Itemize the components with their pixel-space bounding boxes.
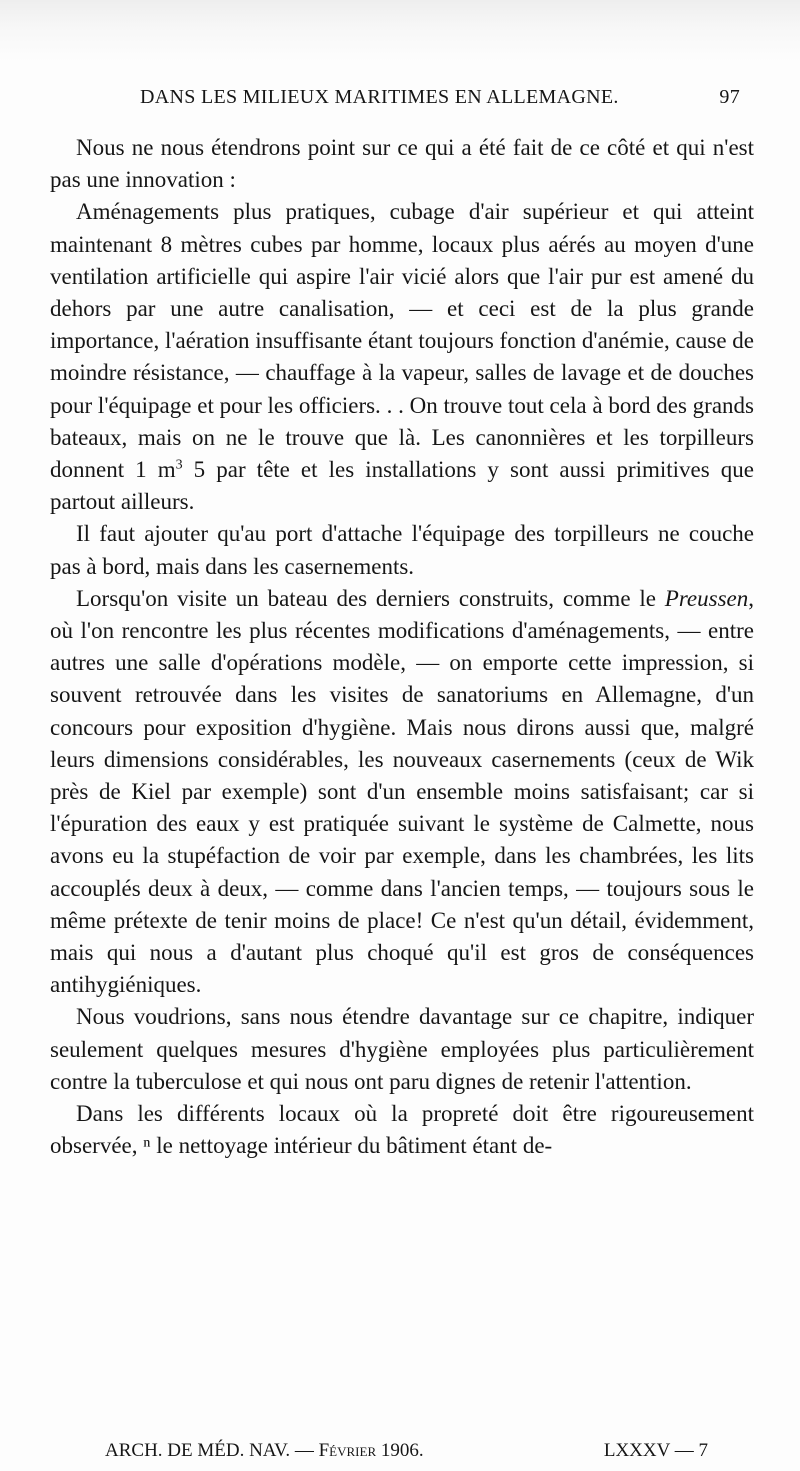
paragraph-4 xyxy=(50,583,754,1002)
paragraph-3: Il faut ajouter qu'au port d'attache l'équipage des torpilleurs ne couche pas à bord, mais dans les casernements. xyxy=(50,521,754,579)
signature-mark: LXXXV — 7 xyxy=(603,1440,708,1461)
paragraph-5: Nous voudrions, sans nous étendre davantage sur ce chapitre, indiquer seulement quelques mesures d'hygiène employées plus particulièrement contre la tuberculose et qui nous ont paru dignes de retenir l'attention. xyxy=(50,1004,754,1094)
page-top-edge-shading xyxy=(0,0,800,62)
page-footer xyxy=(105,1440,708,1466)
paragraph-2-text: Aménagements plus pratiques, cubage d'air supérieur et qui atteint maintenant 8 mètres cubes par homme, locaux plus aérés au moyen d'une ventilation artificielle qui aspire l'air vicié alors que l'air pur est amené du dehors par une autre canalisation, — et ceci est de la plus grande importance, l'aération insuffisante étant toujours fonction d'anémie, cause de moindre résistance, — chauffage à la vapeur, salles de lavage et de douches pour l'équipage et pour les officiers. . . On trouve tout cela à bord des grands bateaux, mais on ne le trouve que là. Les canonnières et les torpilleurs donnent 1 m xyxy=(50,199,755,483)
paragraph-4-text: Lorsqu'on visite un bateau des derniers construits, comme le xyxy=(76,585,665,611)
paragraph-2-tail: 5 par tête et les installations y sont aussi primitives que partout ailleurs. xyxy=(50,457,754,515)
paragraph-4-tail: , où l'on rencontre les plus récentes modifications d'aménagements, — entre autres une salle d'opérations modèle, — on emporte cette impression, si souvent retrouvée dans les visites de sanatoriums en Allemagne, d'un concours pour exposition d'hygiène. Mais nous dirons aussi que, malgré leurs dimensions considérables, les nouveaux casernements (ceux de Wik près de Kiel par exemple) sont d'un ensemble moins satisfaisant; car si l'épuration des eaux y est pratiquée suivant le système de Calmette, nous avons eu la stupéfaction de voir par exemple, dans les chambrées, les lits accouplés deux à deux, — comme dans l'ancien temps, — toujours sous le même prétexte de tenir moins de place! Ce n'est qu'un détail, évidemment, mais qui nous a d'autant plus choqué qu'il est gros de conséquences antihygiéniques. xyxy=(50,585,754,998)
running-title: DANS LES MILIEUX MARITIMES EN ALLEMAGNE. xyxy=(140,86,619,108)
journal-citation: ARCH. DE MÉD. NAV. — Février 1906. xyxy=(105,1440,424,1461)
paragraph-1: Nous ne nous étendrons point sur ce qui a été fait de ce côté et qui n'est pas une innovation : xyxy=(50,135,754,193)
page-number: 97 xyxy=(719,86,740,108)
paragraph-2 xyxy=(50,196,754,518)
paragraph-6: Dans les différents locaux où la propreté doit être rigoureusement observée, ⁿ le nettoyage intérieur du bâtiment étant de- xyxy=(50,1101,754,1159)
body-text xyxy=(50,132,754,1163)
ship-name: Preussen xyxy=(664,585,749,611)
running-head xyxy=(140,86,740,116)
cubic-superscript: 3 xyxy=(175,457,183,473)
